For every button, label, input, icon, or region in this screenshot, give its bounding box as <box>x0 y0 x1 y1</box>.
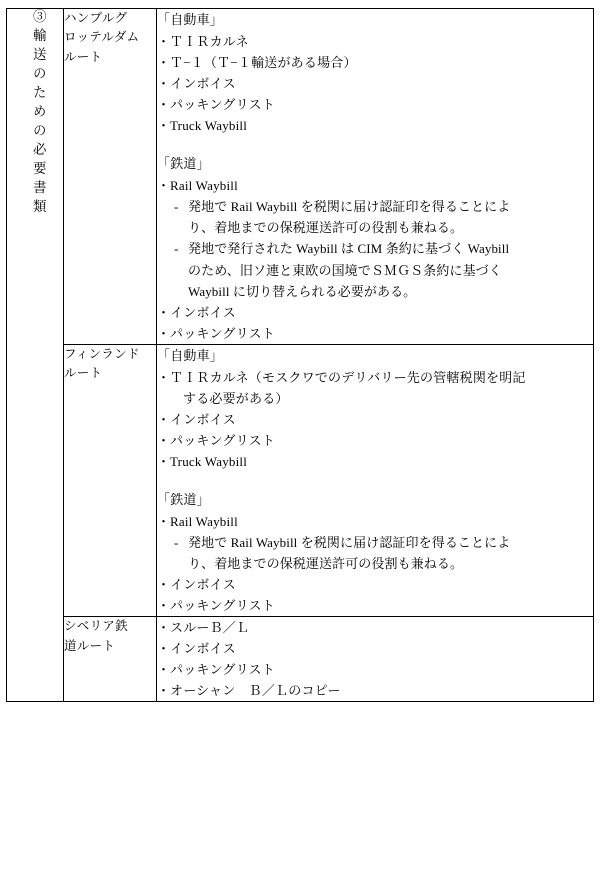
list-item <box>157 367 593 409</box>
bullet-icon: ・ <box>157 662 171 678</box>
sub-item-text: 発地で Rail Waybill を税関に届け認証印を得ることによ <box>188 199 511 215</box>
list-item-text: パッキングリスト <box>170 97 275 113</box>
bullet-icon: ・ <box>157 683 171 699</box>
sub-item-text: り、着地までの保税運送許可の役割も兼ねる。 <box>188 220 464 236</box>
list-item <box>157 511 593 532</box>
list-item-text: Rail Waybill <box>170 178 238 194</box>
sub-item <box>157 532 593 574</box>
bullet-icon: ・ <box>157 34 171 50</box>
route-label-line: ハンブルグ <box>64 11 128 25</box>
route-cell <box>64 617 157 702</box>
route-cell <box>64 9 157 345</box>
list-item-text: パッキングリスト <box>170 662 275 678</box>
list-item <box>157 175 593 196</box>
list-item <box>157 617 593 638</box>
sub-item <box>157 196 593 238</box>
block-heading: 「自動車」 <box>157 12 224 27</box>
bullet-icon: ・ <box>157 369 171 385</box>
list-item-text: インボイス <box>170 411 236 427</box>
sub-item-text: り、着地までの保税運送許可の役割も兼ねる。 <box>188 556 464 572</box>
list-item <box>157 323 593 344</box>
list-item-text: インボイス <box>170 76 236 92</box>
list-item-text: インボイス <box>170 641 236 657</box>
list-item-text: Ｔ−１（Ｔ−１輸送がある場合） <box>170 55 357 71</box>
sub-item-text: 発地で発行された Waybill は CIM 条約に基づく Waybill <box>188 241 510 257</box>
dash-icon: - <box>174 199 179 215</box>
bullet-icon: ・ <box>157 620 171 636</box>
requirements-cell <box>157 344 594 617</box>
bullet-icon: ・ <box>157 577 171 593</box>
list-item-text: ＴＩＲカルネ <box>170 34 249 50</box>
requirements-cell <box>157 617 594 702</box>
list-item <box>157 73 593 94</box>
list-item-text: Rail Waybill <box>170 514 238 530</box>
route-label-line: ルート <box>64 49 103 64</box>
bullet-icon: ・ <box>157 514 171 530</box>
route-label-line: ルート <box>64 366 103 381</box>
row-index-cell <box>7 9 64 702</box>
sub-item-text: 発地で Rail Waybill を税関に届け認証印を得ることによ <box>188 535 511 551</box>
bullet-icon: ・ <box>157 118 171 134</box>
row-index-label: ③輸送のための必要書類 <box>30 9 46 218</box>
list-item <box>157 638 593 659</box>
list-item <box>157 659 593 680</box>
bullet-icon: ・ <box>157 97 171 113</box>
list-item-text: インボイス <box>170 577 236 593</box>
list-item <box>157 115 593 136</box>
table-row <box>7 617 594 702</box>
list-item-text: スルーＢ／Ｌ <box>170 620 250 636</box>
list-item <box>157 574 593 595</box>
list-item <box>157 52 593 73</box>
sub-item-text: のため、旧ソ連と東欧の国境でＳＭＧＳ条約に基づく <box>188 262 502 278</box>
block-spacer <box>157 472 593 489</box>
route-label-line: フィンランド <box>64 346 140 361</box>
route-label-line: シベリア鉄 <box>64 619 129 634</box>
list-item <box>157 430 593 451</box>
block-heading: 「鉄道」 <box>157 491 210 507</box>
bullet-icon: ・ <box>157 76 171 92</box>
bullet-icon: ・ <box>157 411 171 427</box>
block-spacer <box>157 136 593 153</box>
bullet-icon: ・ <box>157 55 171 71</box>
bullet-icon: ・ <box>157 453 171 469</box>
bullet-icon: ・ <box>157 641 171 657</box>
table-row <box>7 9 594 345</box>
bullet-icon: ・ <box>157 304 171 320</box>
sub-item-text: Waybill に切り替えられる必要がある。 <box>188 283 417 299</box>
list-item-text: パッキングリスト <box>170 432 275 448</box>
block-heading: 「自動車」 <box>157 347 224 363</box>
list-item <box>157 680 593 701</box>
bullet-icon: ・ <box>157 325 171 341</box>
bullet-icon: ・ <box>157 598 171 614</box>
requirements-table <box>6 8 594 702</box>
list-item <box>157 302 593 323</box>
route-cell <box>64 344 157 617</box>
dash-icon: - <box>174 535 179 551</box>
list-item-text: オーシャン Ｂ／Ｌのコピー <box>170 683 341 699</box>
dash-icon: - <box>174 241 179 257</box>
table-row <box>7 344 594 617</box>
list-item-text: Truck Waybill <box>170 453 248 469</box>
list-item-text: ＴＩＲカルネ（モスクワでのデリバリー先の管轄税関を明記 <box>170 369 526 385</box>
route-label-line: ロッテルダム <box>64 30 140 45</box>
bullet-icon: ・ <box>157 178 171 194</box>
list-item <box>157 451 593 472</box>
list-item-text: パッキングリスト <box>170 598 275 614</box>
list-item-text: パッキングリスト <box>170 325 275 341</box>
route-label-line: 道ルート <box>64 638 116 653</box>
bullet-icon: ・ <box>157 432 171 448</box>
list-item-text: インボイス <box>170 304 236 320</box>
list-item <box>157 409 593 430</box>
sub-item <box>157 238 593 301</box>
list-item <box>157 31 593 52</box>
list-item <box>157 595 593 616</box>
block-heading: 「鉄道」 <box>157 156 210 172</box>
list-item-wrap: する必要がある） <box>183 390 289 406</box>
list-item <box>157 94 593 115</box>
requirements-cell <box>157 9 594 345</box>
list-item-text: Truck Waybill <box>170 118 248 134</box>
